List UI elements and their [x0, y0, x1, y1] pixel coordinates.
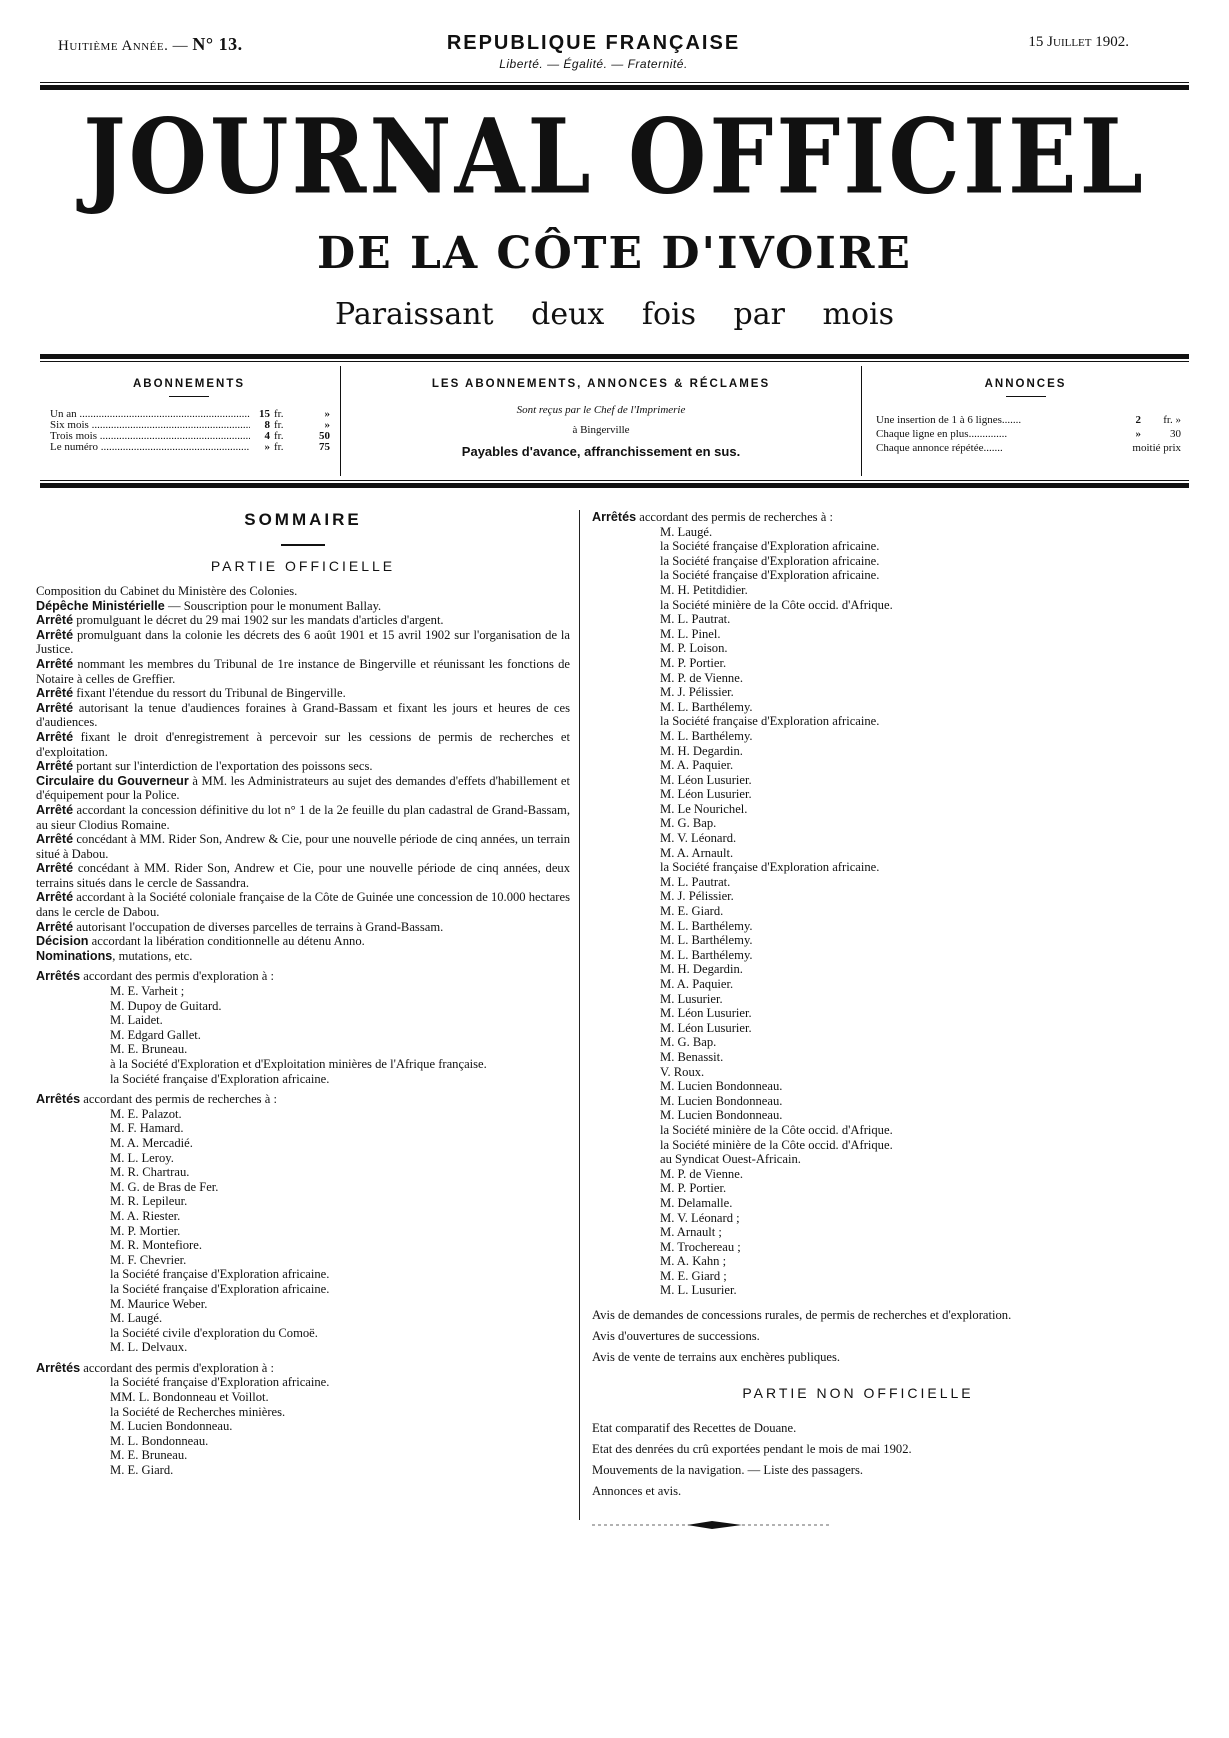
name-item: M. H. Degardin. — [660, 743, 743, 758]
sommaire-entry: Nominations, mutations, etc. — [36, 948, 193, 963]
name-item: M. F. Chevrier. — [110, 1252, 187, 1267]
name-item: M. A. Kahn ; — [660, 1254, 727, 1269]
rate-row: Le numéro ..... » fr. 75 — [40, 442, 338, 453]
name-item: M. E. Varheit ; — [110, 984, 185, 999]
name-item: M. L. Barthélemy. — [660, 918, 753, 933]
name-item: la Société civile d'exploration du Comoë. — [110, 1325, 318, 1340]
sommaire-title: SOMMAIRE — [244, 510, 362, 529]
subscription-box — [40, 366, 1189, 476]
name-item: la Société française d'Exploration africaine. — [660, 553, 880, 568]
name-item: la Société minière de la Côte occid. d'Afrique. — [660, 597, 893, 612]
name-item: M. P. de Vienne. — [660, 670, 743, 685]
name-item: M. R. Chartrau. — [110, 1165, 190, 1180]
rates-list — [40, 409, 338, 453]
right-column — [592, 510, 1124, 1536]
name-item: M. L. Barthélemy. — [660, 933, 753, 948]
avis-item: Avis de demandes de concessions rurales, de permis de recherches et d'exploration. — [592, 1308, 1012, 1323]
journal-title: JOURNAL OFFICIEL — [83, 96, 1146, 218]
name-item: M. R. Lepileur. — [110, 1194, 188, 1209]
year-label: Huitième Année. — [58, 38, 169, 54]
name-item: M. P. Portier. — [660, 655, 727, 670]
non-officielle-item: Etat des denrées du crû exportées pendant le mois de mai 1902. — [592, 1442, 912, 1457]
issue-info: Huitième Année. — N° 13. — [58, 34, 243, 54]
center-line: Sont reçus par le Chef de l'Imprimerie — [516, 404, 686, 416]
journal-frequency: Paraissant deux fois par mois — [334, 297, 895, 332]
name-item: M. Le Nourichel. — [660, 801, 748, 816]
name-item: M. A. Mercadié. — [110, 1135, 193, 1150]
sommaire-entry: Arrêté promulguant le décret du 29 mai 1902 sur les mandats d'articles d'argent. — [36, 613, 444, 628]
name-item: M. G. de Bras de Fer. — [110, 1179, 219, 1194]
sommaire-entry: Décision accordant la libération conditionnelle au détenu Anno. — [36, 934, 365, 949]
name-item: la Société française d'Exploration africaine. — [660, 539, 880, 554]
name-item: M. R. Montefiore. — [110, 1238, 202, 1253]
name-item: M. E. Palazot. — [110, 1106, 182, 1121]
name-item: M. P. de Vienne. — [660, 1166, 743, 1181]
non-officielle-list — [592, 1421, 1124, 1499]
partie-non-officielle-heading: PARTIE NON OFFICIELLE — [742, 1385, 974, 1402]
name-item: M. E. Giard. — [660, 904, 724, 919]
name-item: M. J. Pélissier. — [660, 889, 734, 904]
name-item: M. Lucien Bondonneau. — [660, 1093, 783, 1108]
name-item: M. E. Giard ; — [660, 1268, 727, 1283]
name-item: M. L. Barthélemy. — [660, 699, 753, 714]
name-item: M. G. Bap. — [660, 816, 717, 831]
annonces-title: ANNONCES — [984, 378, 1067, 390]
sommaire-entry: Arrêté concédant à MM. Rider Son, Andrew & Cie, pour une nouvelle période de cinq années, un terrain situé à Dabou. — [36, 832, 570, 861]
name-item: la Société française d'Exploration africaine. — [110, 1267, 330, 1282]
name-item: la Société de Recherches minières. — [110, 1404, 286, 1419]
name-item: à la Société d'Exploration et d'Exploitation minières de l'Afrique française. — [110, 1057, 487, 1071]
name-item: M. Arnault ; — [660, 1225, 722, 1240]
name-item: M. Léon Lusurier. — [660, 787, 752, 802]
name-item: M. Laidet. — [110, 1013, 163, 1028]
name-item: M. L. Pautrat. — [660, 874, 731, 889]
divider — [40, 480, 1189, 481]
divider — [40, 82, 1189, 83]
name-item: M. L. Bondonneau. — [110, 1433, 209, 1448]
name-item: M. H. Petitdidier. — [660, 582, 748, 597]
name-item: M. E. Giard. — [110, 1463, 174, 1478]
sommaire-entry: Arrêté accordant à la Société coloniale française de la Côte de Guinée une concession de 10.000 hectares dans le cercle de Dabou. — [36, 890, 570, 920]
issue-date: 15 Juillet 1902. — [1028, 34, 1129, 50]
name-item: M. P. Portier. — [660, 1181, 727, 1196]
center-column — [340, 366, 862, 476]
rate-row: Six mois ..... 8 fr. » — [40, 420, 338, 431]
name-item: M. Lucien Bondonneau. — [110, 1419, 233, 1434]
abonnements-column — [40, 366, 338, 476]
abonnements-title: ABONNEMENTS — [132, 378, 246, 390]
name-item: M. Delamalle. — [660, 1195, 733, 1210]
group-heading: Arrêtés accordant des permis de recherches à : — [592, 510, 833, 524]
republic-title: REPUBLIQUE FRANÇAISE — [446, 32, 741, 54]
avis-item: Avis d'ouvertures de successions. — [592, 1329, 760, 1344]
sommaire-entry: Arrêté concédant à MM. Rider Son, Andrew et Cie, pour une nouvelle période de cinq années, deux terrains situés dans le cercle de Sassandra. — [36, 861, 570, 890]
non-officielle-item: Etat comparatif des Recettes de Douane. — [592, 1421, 797, 1436]
name-item: M. H. Degardin. — [660, 962, 743, 977]
divider — [40, 361, 1189, 362]
annonce-row: Une insertion de 1 à 6 lignes....... 2 fr. » — [876, 414, 1181, 426]
name-item: M. L. Pautrat. — [660, 612, 731, 627]
column-divider — [579, 510, 580, 1520]
left-column — [36, 510, 570, 1478]
name-item: M. G. Bap. — [660, 1035, 717, 1050]
name-item: la Société française d'Exploration africaine. — [660, 568, 880, 583]
divider — [40, 85, 1189, 90]
name-item: M. E. Bruneau. — [110, 1042, 188, 1057]
name-item: M. V. Léonard. — [660, 831, 737, 846]
payment-note: Payables d'avance, affranchissement en sus. — [461, 444, 741, 459]
center-location: à Bingerville — [572, 424, 630, 436]
name-item: M. Lusurier. — [660, 991, 723, 1006]
name-item: M. P. Loison. — [660, 641, 728, 656]
name-item: M. Léon Lusurier. — [660, 772, 752, 787]
group-heading: Arrêtés accordant des permis de recherches à : — [36, 1092, 277, 1107]
name-item: MM. L. Bondonneau et Voillot. — [110, 1390, 269, 1405]
partie-officielle-heading: PARTIE OFFICIELLE — [210, 558, 396, 574]
masthead-topline — [58, 32, 1129, 71]
avis-item: Avis de vente de terrains aux enchères publiques. — [592, 1350, 841, 1365]
name-item: M. Maurice Weber. — [110, 1296, 208, 1311]
name-list — [592, 525, 1124, 1298]
divider — [40, 483, 1189, 488]
sommaire-entry: Arrêté autorisant l'occupation de diverses parcelles de terrains à Grand-Bassam. — [36, 919, 444, 934]
name-item: M. L. Barthélemy. — [660, 728, 753, 743]
sommaire-entry: Arrêté nommant les membres du Tribunal de 1re instance de Bingerville et réunissant les fonctions de Notaire à celles de Greffier. — [36, 656, 570, 686]
avis-list — [592, 1308, 1124, 1365]
name-item: M. Lucien Bondonneau. — [660, 1108, 783, 1123]
rate-row: Un an ..... 15 fr. » — [40, 409, 338, 420]
sommaire-entry: Arrêté accordant la concession définitive du lot n° 1 de la 2e feuille du plan cadastral de Grand-Bassam, au sieur Clodius Romaine. — [36, 802, 570, 832]
name-item: la Société française d'Exploration africaine. — [660, 860, 880, 875]
annonce-row: Chaque ligne en plus.............. » 30 — [876, 428, 1181, 440]
motto: Liberté. — Égalité. — Fraternité. — [499, 57, 688, 71]
name-item: au Syndicat Ouest-Africain. — [660, 1152, 801, 1167]
name-item: M. E. Bruneau. — [110, 1448, 188, 1463]
sommaire-entry: Arrêté portant sur l'interdiction de l'exportation des poissons secs. — [36, 759, 373, 774]
end-ornament-icon — [592, 1519, 832, 1531]
name-item: M. L. Barthélemy. — [660, 947, 753, 962]
sommaire-entry: Arrêté fixant le droit d'enregistrement à percevoir sur les cessions de permis de recherches et d'exploitation. — [36, 729, 570, 759]
name-item: M. Laugé. — [660, 524, 713, 539]
sommaire-entry: Dépêche Ministérielle — Souscription pour le monument Ballay. — [36, 598, 382, 613]
sommaire-entry: Arrêté fixant l'étendue du ressort du Tribunal de Bingerville. — [36, 686, 346, 701]
name-item: M. F. Hamard. — [110, 1121, 184, 1136]
journal-subtitle: DE LA CÔTE D'IVOIRE — [317, 228, 912, 279]
group-heading: Arrêtés accordant des permis d'exploration à : — [36, 969, 275, 984]
non-officielle-item: Mouvements de la navigation. — Liste des passagers. — [592, 1463, 864, 1478]
annonces-list — [862, 413, 1189, 455]
name-item: la Société française d'Exploration africaine. — [110, 1071, 330, 1086]
name-list — [36, 1375, 570, 1477]
rate-row: Trois mois ..... 4 fr. 50 — [40, 431, 338, 442]
name-item: M. L. Delvaux. — [110, 1340, 188, 1355]
name-item: la Société minière de la Côte occid. d'Afrique. — [660, 1137, 893, 1152]
name-item: M. Benassit. — [660, 1049, 724, 1064]
name-item: M. Dupoy de Guitard. — [110, 998, 222, 1013]
name-item: M. A. Paquier. — [660, 977, 734, 991]
name-list — [36, 984, 570, 1086]
name-item: M. V. Léonard ; — [660, 1210, 740, 1225]
name-item: la Société française d'Exploration africaine. — [110, 1281, 330, 1296]
name-item: M. Léon Lusurier. — [660, 1020, 752, 1035]
name-item: M. J. Pélissier. — [660, 685, 734, 700]
name-item: M. A. Riester. — [110, 1208, 181, 1223]
name-item: M. A. Arnault. — [660, 845, 734, 860]
divider — [40, 354, 1189, 359]
sommaire-entry: Arrêté promulguant dans la colonie les décrets des 6 août 1901 et 15 avril 1902 sur l'organisation de la Justice. — [36, 627, 570, 657]
name-item: V. Roux. — [660, 1064, 705, 1079]
name-item: M. A. Paquier. — [660, 758, 734, 773]
sommaire-entry: Arrêté autorisant la tenue d'audiences foraines à Grand-Bassam et fixant les jours et heures de ces d'audiences. — [36, 700, 570, 730]
center-title: LES ABONNEMENTS, ANNONCES & RÉCLAMES — [431, 378, 771, 390]
republic-block — [58, 32, 1129, 71]
annonce-row: Chaque annonce répétée....... moitié prix — [876, 442, 1181, 454]
name-item: M. Laugé. — [110, 1311, 163, 1326]
sommaire-entry: Composition du Cabinet du Ministère des Colonies. — [36, 584, 298, 598]
name-item: M. Edgard Gallet. — [110, 1027, 201, 1042]
issue-number: N° 13. — [192, 34, 243, 54]
name-item: M. Léon Lusurier. — [660, 1006, 752, 1021]
name-item: la Société minière de la Côte occid. d'Afrique. — [660, 1122, 893, 1137]
non-officielle-item: Annonces et avis. — [592, 1484, 682, 1499]
name-item: M. L. Leroy. — [110, 1150, 174, 1165]
name-item: M. Trochereau ; — [660, 1239, 741, 1254]
sommaire-entries — [36, 584, 570, 963]
name-item: M. L. Lusurier. — [660, 1283, 737, 1298]
sommaire-entry: Circulaire du Gouverneur à MM. les Administrateurs au sujet des demandes d'effets d'habillement et d'équipement pour la Police. — [36, 773, 570, 803]
name-item: la Société française d'Exploration africaine. — [110, 1375, 330, 1390]
name-item: M. Lucien Bondonneau. — [660, 1079, 783, 1094]
name-item: M. L. Pinel. — [660, 626, 721, 641]
name-list — [36, 1107, 570, 1355]
name-item: M. P. Mortier. — [110, 1223, 181, 1238]
group-heading: Arrêtés accordant des permis d'exploration à : — [36, 1360, 275, 1375]
name-item: la Société française d'Exploration africaine. — [660, 714, 880, 729]
annonces-column — [862, 366, 1189, 476]
